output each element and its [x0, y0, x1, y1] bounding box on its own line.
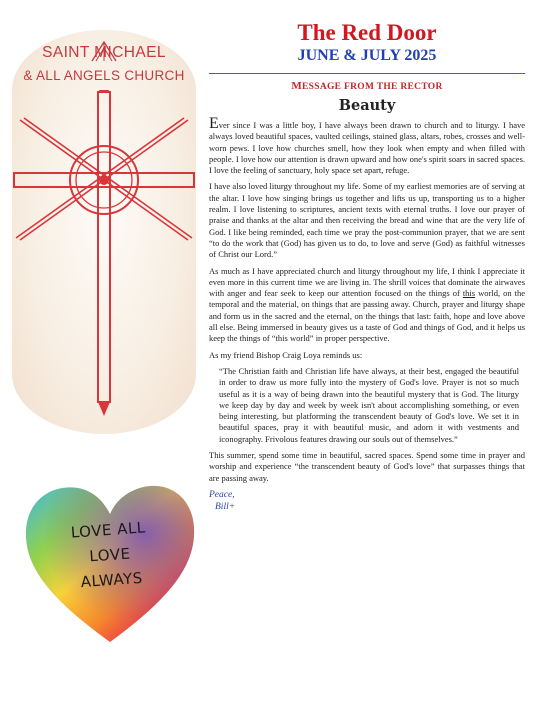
article-paragraph-2: I have also loved liturgy throughout my life. Some of my earliest memories are of serving at the altar. I love how singing brings us together and lifts us up, transporting us to a higher realm. I love listening to scriptures, ancient texts with eternal truths. I love our prayer of praise and thanks at the altar and then receiving the bread and wine that are the very life of God. I like being reminded, each time we pray the post-communion prayer, that we are sent “to do the work that (God) has given us to do, to love and serve (God) as faithful witnesses of Christ our Lord.”: [209, 181, 525, 260]
church-name-line1: SAINT MICHAEL: [42, 44, 166, 61]
church-logo-icon: [90, 40, 118, 62]
heart-line-2: LOVE: [88, 544, 132, 566]
heart-line-3: ALWAYS: [80, 568, 144, 592]
church-banner: [12, 30, 196, 434]
signoff-peace: Peace,: [209, 489, 235, 500]
love-heart-image: [22, 480, 198, 650]
article-paragraph-3: As much as I have appreciated church and liturgy throughout my life, I think I appreciate it even more in this current time we are living in. The shrill voices that dominate the airwaves with anger and fear seek to keep our attention focused on the things of this world, on the temporal and the material, on things that are passing away. Church, prayer and liturgy shape and form us in the sacred and the eternal, on the things that last: faith, hope and love above all else. Being immersed in beauty gives us a taste of God and things of God, and it helps us keep the things of “this world” in proper perspective.: [209, 265, 526, 344]
article-paragraph-4: As my friend Bishop Craig Loya reminds us:: [209, 349, 363, 360]
heart-text: [20, 512, 201, 599]
newsletter-title: The Red Door: [297, 20, 437, 45]
header-divider: [209, 73, 525, 74]
bishop-quote: “The Christian faith and Christian life have always, at their best, engaged the beautiful in order to draw us more fully into the mystery of God's love. Prayer is not so much useful as it is a way of being drawn into the beautiful mystery that is God. The liturgy we keep day by day and week by week isn't about accomplishing something, or even being interesting, but platforming the transcendent beauty of God's love. We set it in beautiful spaces, pray it with beautiful music, and adorn it with vestments and iconography. Frivolous features drawing our souls out of themselves.”: [219, 365, 519, 444]
newsletter-date: JUNE & JULY 2025: [297, 47, 437, 64]
heart-line-1: LOVE ALL: [70, 518, 147, 542]
article-paragraph-5: This summer, spend some time in beautiful, sacred spaces. Spend some time in prayer and worship and experience “the transcendent beauty of God's love” that surpasses things that are passing away.: [209, 450, 525, 483]
section-label: MESSAGE FROM THE RECTOR: [291, 80, 443, 92]
newsletter-column: [209, 20, 525, 513]
article-paragraph-1: Ever since I was a little boy, I have always been drawn to church and to liturgy. I have always loved beautiful spaces, vaulted ceilings, stained glass, altars, robes, crosses and well-worn pews. I love how churches smell, how they look when empty and when filled with people. I love how our attention is drawn upward and how one's spirit soars in sacred spaces. I love the feeling of sanctuary, holy space set apart, refuge.: [209, 115, 525, 176]
signoff-name: Bill+: [215, 501, 236, 512]
cross-icon: [12, 90, 196, 430]
church-name-line2: & ALL ANGELS CHURCH: [23, 68, 185, 83]
article-heading: Beauty: [338, 97, 396, 114]
